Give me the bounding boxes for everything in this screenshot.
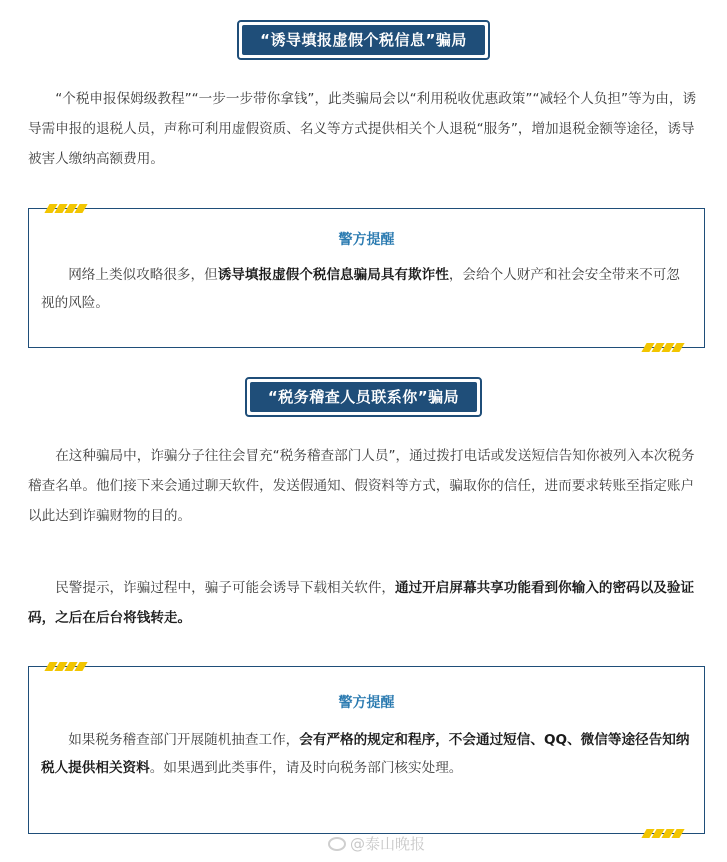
notice-title: 警方提醒 [338, 695, 395, 711]
notice-bold-text: 会有严格的规定和程序，不会通过短信、QQ、微信等途径告知纳税人提供相关资料 [41, 732, 690, 776]
notice-title: 警方提醒 [338, 232, 395, 248]
watermark-text: @泰山晚报 [350, 835, 426, 853]
section1-title-wrap [0, 20, 727, 60]
section2-paragraph-2: 民警提示，诈骗过程中，骗子可能会诱导下载相关软件，通过开启屏幕共享功能看到你输入的密码以及验证码，之后在后台将钱转走。 [28, 580, 695, 626]
section1-title: “诱导填报虚假个税信息”骗局 [242, 25, 485, 55]
section2-paragraph-1: 在这种骗局中，诈骗分子往往会冒充“税务稽查部门人员”，通过拨打电话或发送短信告知你被列入本次税务稽查名单。他们接下来会通过聊天软件，发送假通知、假资料等方式，骗取你的信任，进而要求转账至指定账户以此达到诈骗财物的目的。 [28, 448, 695, 524]
stripe-decoration [644, 829, 686, 838]
notice-box-1 [28, 208, 705, 348]
section1-title-frame [237, 20, 490, 60]
stripe-decoration [47, 662, 89, 671]
notice-text: 网络上类似攻略很多，但诱导填报虚假个税信息骗局具有欺诈性，会给个人财产和社会安全带来不可忽视的风险。 [41, 267, 680, 311]
stripe-decoration [644, 343, 686, 352]
paragraph-bold-text: 通过开启屏幕共享功能看到你输入的密码以及验证码，之后在后台将钱转走。 [28, 580, 695, 626]
section2-title: “税务稽查人员联系你”骗局 [250, 382, 477, 412]
watermark [328, 833, 425, 854]
section2-title-wrap [0, 377, 727, 417]
notice-box-2 [28, 666, 705, 834]
notice-text: 如果税务稽查部门开展随机抽查工作，会有严格的规定和程序，不会通过短信、QQ、微信等途径告知纳税人提供相关资料。如果遇到此类事件，请及时向税务部门核实处理。 [41, 732, 690, 776]
stripe-decoration [47, 204, 89, 213]
section2-title-frame [245, 377, 482, 417]
weibo-icon [328, 837, 346, 851]
notice-bold-text: 诱导填报虚假个税信息骗局具有欺诈性 [217, 267, 449, 283]
section1-paragraph: “个税申报保姆级教程”“一步一步带你拿钱”，此类骗局会以“利用税收优惠政策”“减轻个人负担”等为由，诱导需申报的退税人员，声称可利用虚假资质、名义等方式提供相关个人退税“服务”，增加退税金额等途径，诱导被害人缴纳高额费用。 [28, 91, 697, 167]
